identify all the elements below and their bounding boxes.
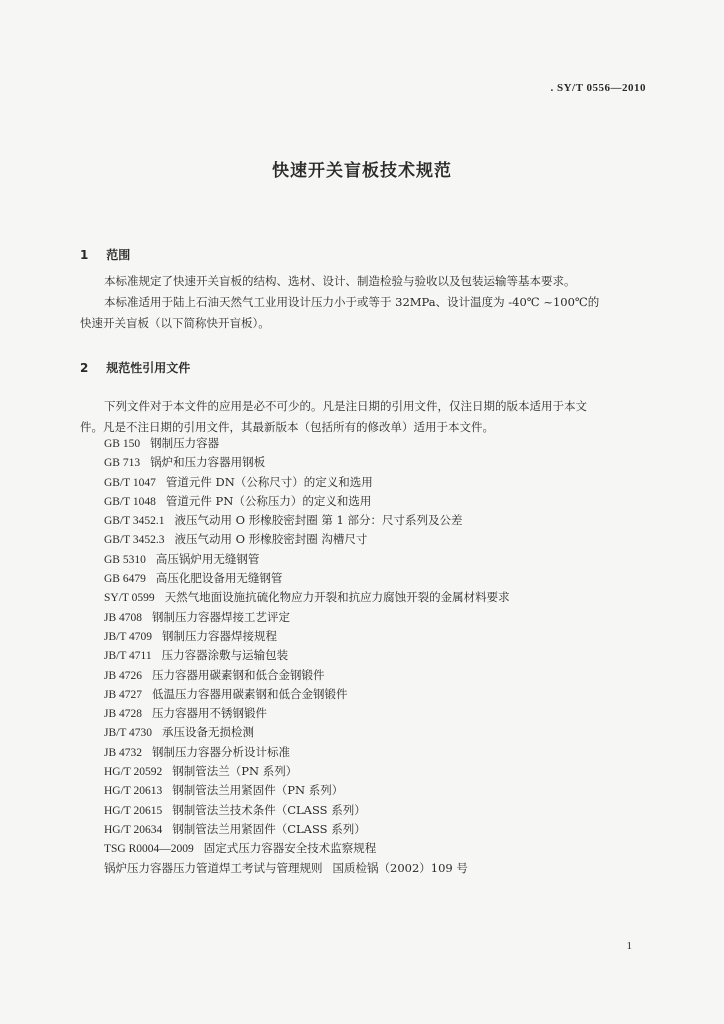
reference-title: 液压气动用 O 形橡胶密封圈 沟槽尺寸	[174, 532, 368, 547]
reference-item	[104, 550, 510, 569]
reference-code: GB/T 3452.3	[104, 534, 165, 547]
reference-code: GB/T 1048	[104, 495, 156, 508]
reference-code: JB 4708	[104, 611, 143, 624]
reference-title: 国质检锅（2002）109 号	[332, 860, 468, 875]
reference-item	[104, 627, 510, 646]
reference-title: 压力容器用碳素钢和低合金钢锻件	[152, 667, 325, 682]
reference-item	[104, 743, 510, 762]
reference-title: 钢制管法兰（PN 系列）	[172, 764, 298, 779]
reference-item	[104, 666, 510, 685]
reference-code: HG/T 20615	[104, 804, 163, 817]
reference-title: 管道元件 PN（公称压力）的定义和选用	[165, 493, 372, 508]
reference-code: GB/T 1047	[104, 476, 156, 489]
reference-title: 低温压力容器用碳素钢和低合金钢锻件	[152, 686, 348, 701]
reference-list	[104, 434, 510, 878]
reference-item	[104, 781, 510, 800]
reference-item	[104, 511, 510, 530]
reference-title: 高压锅炉用无缝钢管	[155, 551, 260, 566]
section-2-heading	[80, 359, 190, 376]
reference-title: 钢制压力容器	[150, 436, 220, 450]
reference-item	[104, 530, 510, 549]
section-2-title: 规范性引用文件	[106, 361, 191, 375]
reference-code: HG/T 20613	[104, 785, 163, 798]
reference-code: GB 5310	[104, 553, 146, 566]
reference-code: GB 713	[104, 457, 141, 470]
reference-item	[104, 801, 510, 820]
reference-item	[104, 588, 510, 607]
reference-title: 锅炉和压力容器用钢板	[150, 455, 266, 470]
reference-code: JB/T 4730	[104, 727, 153, 740]
reference-code: GB 6479	[104, 573, 146, 586]
reference-item	[104, 646, 510, 665]
reference-item	[104, 704, 510, 723]
reference-code: JB 4728	[104, 708, 143, 721]
page-number: 1	[626, 940, 632, 952]
section-2-intro	[80, 396, 650, 438]
reference-code: JB/T 4711	[104, 650, 152, 663]
section-1-heading	[80, 246, 130, 263]
section-1-line-3: 快速开关盲板（以下简称快开盲板）。	[80, 316, 270, 330]
reference-item	[104, 453, 510, 472]
reference-item	[104, 434, 510, 453]
reference-title: 钢制管法兰用紧固件（CLASS 系列）	[172, 821, 366, 836]
section-2-intro-line-1: 下列文件对于本文件的应用是必不可少的。凡是注日期的引用文件，仅注日期的版本适用于本文	[104, 399, 587, 413]
reference-title: 压力容器用不锈钢锻件	[152, 706, 268, 721]
standard-code: . SY/T 0556—2010	[550, 82, 646, 94]
reference-code: JB 4726	[104, 669, 143, 682]
reference-title: 压力容器涂敷与运输包装	[161, 648, 289, 663]
reference-item	[104, 492, 510, 511]
reference-code: GB/T 3452.1	[104, 515, 165, 528]
reference-code: SY/T 0599	[104, 592, 155, 605]
reference-title: 钢制压力容器焊接工艺评定	[152, 609, 291, 624]
reference-code: TSG R0004—2009	[104, 843, 194, 856]
reference-code: 锅炉压力容器压力管道焊工考试与管理规则	[104, 862, 323, 875]
section-1-number: 1	[80, 248, 89, 262]
section-1-title: 范围	[106, 248, 131, 262]
reference-title: 钢制管法兰用紧固件（PN 系列）	[172, 783, 344, 798]
reference-item	[104, 608, 510, 627]
section-1-body	[80, 271, 650, 334]
reference-item	[104, 569, 510, 588]
section-2-intro-line-2: 件。凡是不注日期的引用文件，其最新版本（包括所有的修改单）适用于本文件。	[80, 420, 494, 434]
section-1-line-1: 本标准规定了快速开关盲板的结构、选材、设计、制造检验与验收以及包装运输等基本要求。	[104, 274, 576, 288]
reference-title: 钢制管法兰技术条件（CLASS 系列）	[172, 802, 366, 817]
reference-item	[104, 685, 510, 704]
reference-item	[104, 859, 510, 878]
reference-item	[104, 762, 510, 781]
reference-title: 钢制压力容器分析设计标准	[152, 744, 291, 759]
reference-code: GB 150	[104, 438, 141, 450]
reference-item	[104, 820, 510, 839]
reference-title: 钢制压力容器焊接规程	[162, 628, 278, 643]
reference-title: 液压气动用 O 形橡胶密封圈 第 1 部分：尺寸系列及公差	[174, 513, 463, 528]
reference-title: 高压化肥设备用无缝钢管	[155, 571, 283, 586]
reference-code: JB 4727	[104, 688, 143, 701]
document-title: 快速开关盲板技术规范	[272, 161, 452, 181]
reference-title: 天然气地面设施抗硫化物应力开裂和抗应力腐蚀开裂的金属材料要求	[164, 590, 510, 605]
reference-code: JB 4732	[104, 746, 143, 759]
section-1-line-2: 本标准适用于陆上石油天然气工业用设计压力小于或等于 32MPa、设计温度为 -40℃ ~100℃的	[104, 295, 600, 309]
section-2-number: 2	[80, 361, 89, 375]
reference-code: HG/T 20592	[104, 766, 163, 779]
reference-code: HG/T 20634	[104, 823, 163, 836]
reference-item	[104, 473, 510, 492]
reference-title: 管道元件 DN（公称尺寸）的定义和选用	[165, 474, 373, 489]
reference-item	[104, 723, 510, 742]
reference-item	[104, 839, 510, 858]
reference-title: 承压设备无损检测	[162, 725, 255, 740]
reference-title: 固定式压力容器安全技术监察规程	[203, 841, 377, 856]
reference-code: JB/T 4709	[104, 630, 153, 643]
